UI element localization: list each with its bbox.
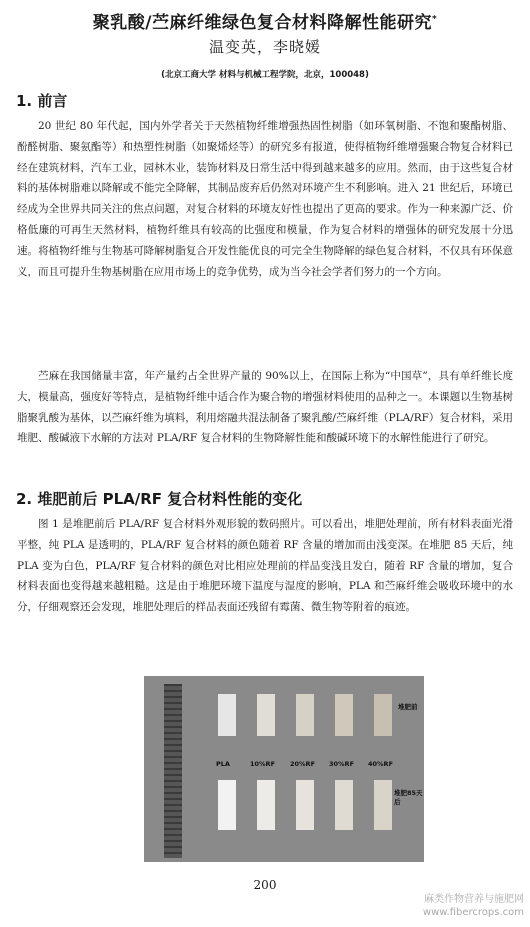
sample-strip-20rf-before bbox=[296, 694, 314, 736]
sample-strip-40rf-before bbox=[374, 694, 392, 736]
label-before-compost: 堆肥前 bbox=[398, 703, 418, 711]
section-heading-intro: 1. 前言 bbox=[16, 92, 68, 110]
sample-strip-pla-after bbox=[218, 780, 236, 830]
sample-strip-10rf-before bbox=[257, 694, 275, 736]
watermark bbox=[423, 893, 524, 919]
paper-title bbox=[0, 8, 530, 33]
watermark-line-1: 麻类作物营养与施肥网 bbox=[424, 894, 524, 905]
sample-strip-30rf-before bbox=[335, 694, 353, 736]
sample-strip-pla-before bbox=[218, 694, 236, 736]
sample-label-40rf: 40%RF bbox=[368, 760, 394, 768]
sample-label-20rf: 20%RF bbox=[290, 760, 316, 768]
intro-paragraph-2: 苎麻在我国储量丰富，年产量约占全世界产量的 90%以上，在国际上称为“中国草”，具有单纤维长度大，模量高，强度好等特点，是植物纤维中适合作为聚合物的增强材料使用的品种之一。本课题以生物基树脂聚乳酸为基体，以苎麻纤维为填料，利用熔融共混法制备了聚乳酸/苎麻纤维（PLA/RF）复合材料，采用堆肥、酸碱液下水解的方法对 PLA/RF 复合材料的生物降解性能和酸碱环境下的水解性能进行了研究。 bbox=[17, 370, 513, 445]
figure-compost-photo bbox=[144, 676, 424, 862]
title-footnote-mark: * bbox=[432, 14, 438, 25]
label-after-compost: 堆肥85天后 bbox=[394, 789, 423, 806]
compost-paragraph-1: 图 1 是堆肥前后 PLA/RF 复合材料外观形貌的数码照片。可以看出，堆肥处理前，所有材料表面光滑平整，纯 PLA 是透明的，PLA/RF 复合材料的颜色随着 RF 含量的增加而由浅变深。在堆肥 85 天后，纯 PLA 变为白色，PLA/RF 复合材料的颜色对比相应处理前的样品变浅且发白，随着 RF 含量的增加，复合材料表面也变得越来越粗糙。这是由于堆肥环境下温度与湿度的影响，PLA 和苎麻纤维会吸收环境中的水分，仔细观察还会发现，堆肥处理后的样品表面还残留有霉菌、微生物等附着的痕迹。 bbox=[17, 518, 513, 614]
sample-label-30rf: 30%RF bbox=[329, 760, 355, 768]
affiliation: (北京工商大学 材料与机械工程学院，北京，100048) bbox=[161, 70, 369, 80]
title-text: 聚乳酸/苎麻纤维绿色复合材料降解性能研究 bbox=[92, 13, 432, 33]
sample-strip-20rf-after bbox=[296, 780, 314, 830]
authors: 温变英，李晓媛 bbox=[208, 38, 321, 56]
sample-strip-40rf-after bbox=[374, 780, 392, 830]
sample-strip-10rf-after bbox=[257, 780, 275, 830]
watermark-line-2: www.fibercrops.com bbox=[422, 907, 524, 918]
intro-paragraph-1: 20 世纪 80 年代起，国内外学者关于天然植物纤维增强热固性树脂（如环氧树脂、不饱和聚酯树脂、酚醛树脂、聚氨酯等）和热塑性树脂（如聚烯烃等）的研究多有报道，使得植物纤维增强聚合物复合材料已经在建筑材料，汽车工业，园林木业，装饰材料及日常生活中得到越来越多的应用。然而，由于这些复合材料的基体树脂难以降解或不能完全降解，其制品废弃后仍然对环境产生不利影响。进入 21 世纪后，环境已经成为全世界共同关注的焦点问题，对复合材料的环境友好性也提出了更高的要求。作为一种来源广泛、价格低廉的可再生天然材料，植物纤维具有较高的比强度和模量，作为复合材料的增强体的研究发展十分迅速。将植物纤维与生物基可降解树脂复合开发性能优良的可完全生物降解的绿色复合材料，不仅具有环保意义，而且可提升生物基树脂在应用市场上的竞争优势，成为当今社会学者们努力的一个方向。 bbox=[17, 120, 513, 278]
sample-strip-30rf-after bbox=[335, 780, 353, 830]
sample-label-pla: PLA bbox=[216, 760, 230, 768]
page-number: 200 bbox=[253, 878, 277, 892]
sample-label-10rf: 10%RF bbox=[250, 760, 276, 768]
ruler-image bbox=[164, 684, 182, 858]
section-heading-compost: 2. 堆肥前后 PLA/RF 复合材料性能的变化 bbox=[16, 490, 303, 508]
